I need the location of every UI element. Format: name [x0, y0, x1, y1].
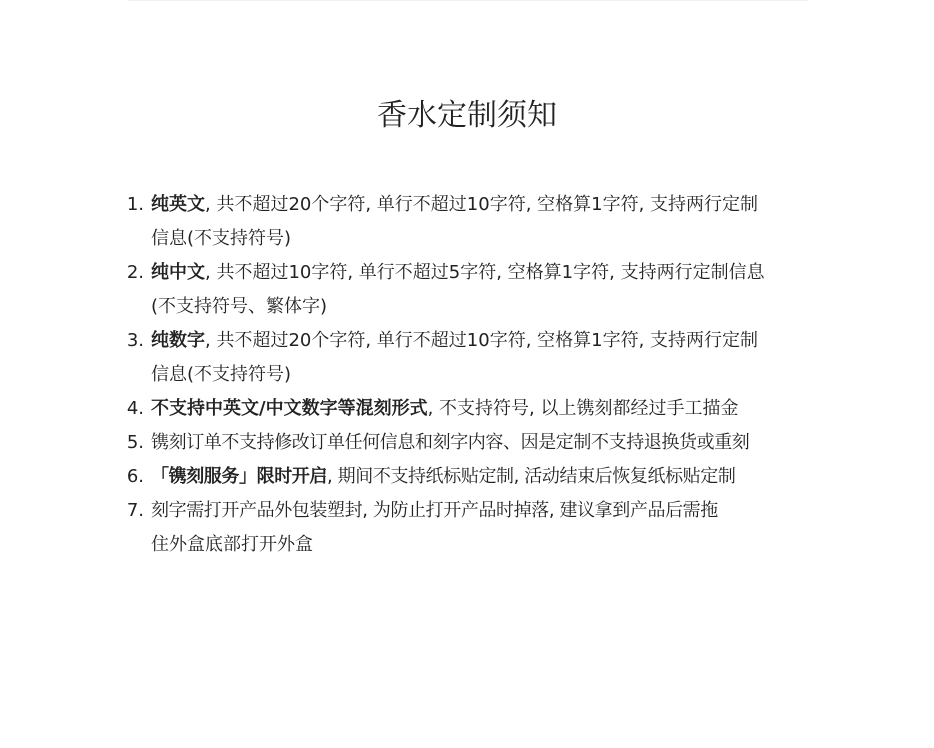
item-number: 7. — [126, 500, 144, 521]
item-text: , 期间不支持纸标贴定制, 活动结束后恢复纸标贴定制 — [327, 466, 736, 487]
list-item — [120, 188, 812, 256]
item-line — [151, 188, 812, 222]
item-bold-text: 纯中文 — [151, 262, 205, 283]
list-item — [120, 494, 812, 562]
item-text: , 共不超过20个字符, 单行不超过10字符, 空格算1字符, 支持两行定制 — [205, 330, 759, 351]
item-number: 5. — [126, 432, 144, 453]
item-line — [151, 256, 812, 290]
list-item — [120, 256, 812, 324]
item-line-continuation: 信息(不支持符号) — [151, 228, 292, 249]
item-line — [151, 324, 812, 358]
item-line — [151, 460, 812, 494]
item-line: 镌刻订单不支持修改订单任何信息和刻字内容、因是定制不支持退换货或重刻 — [151, 432, 750, 453]
item-text: , 共不超过20个字符, 单行不超过10字符, 空格算1字符, 支持两行定制 — [205, 194, 759, 215]
top-divider — [128, 0, 808, 1]
item-line-continuation: 信息(不支持符号) — [151, 364, 292, 385]
item-bold-text: 「镌刻服务」限时开启 — [151, 466, 327, 487]
item-bold-text: 纯数字 — [151, 330, 205, 351]
item-bold-text: 不支持中英文/中文数字等混刻形式 — [151, 398, 428, 419]
list-item — [120, 426, 812, 460]
item-number: 6. — [126, 466, 144, 487]
list-item — [120, 324, 812, 392]
item-line — [151, 392, 812, 426]
item-line: 刻字需打开产品外包装塑封, 为防止打开产品时掉落, 建议拿到产品后需拖 — [151, 500, 718, 521]
notice-list — [120, 188, 812, 562]
item-text: , 不支持符号, 以上镌刻都经过手工描金 — [427, 398, 739, 419]
item-number: 1. — [126, 194, 144, 215]
list-item — [120, 460, 812, 494]
item-line-continuation: (不支持符号、繁体字) — [151, 296, 328, 317]
list-item — [120, 392, 812, 426]
item-line-continuation: 住外盒底部打开外盒 — [151, 534, 313, 555]
page-title: 香水定制须知 — [377, 98, 557, 133]
item-number: 3. — [126, 330, 144, 351]
item-number: 4. — [126, 398, 144, 419]
item-text: , 共不超过10字符, 单行不超过5字符, 空格算1字符, 支持两行定制信息 — [205, 262, 765, 283]
item-bold-text: 纯英文 — [151, 194, 205, 215]
item-number: 2. — [126, 262, 144, 283]
